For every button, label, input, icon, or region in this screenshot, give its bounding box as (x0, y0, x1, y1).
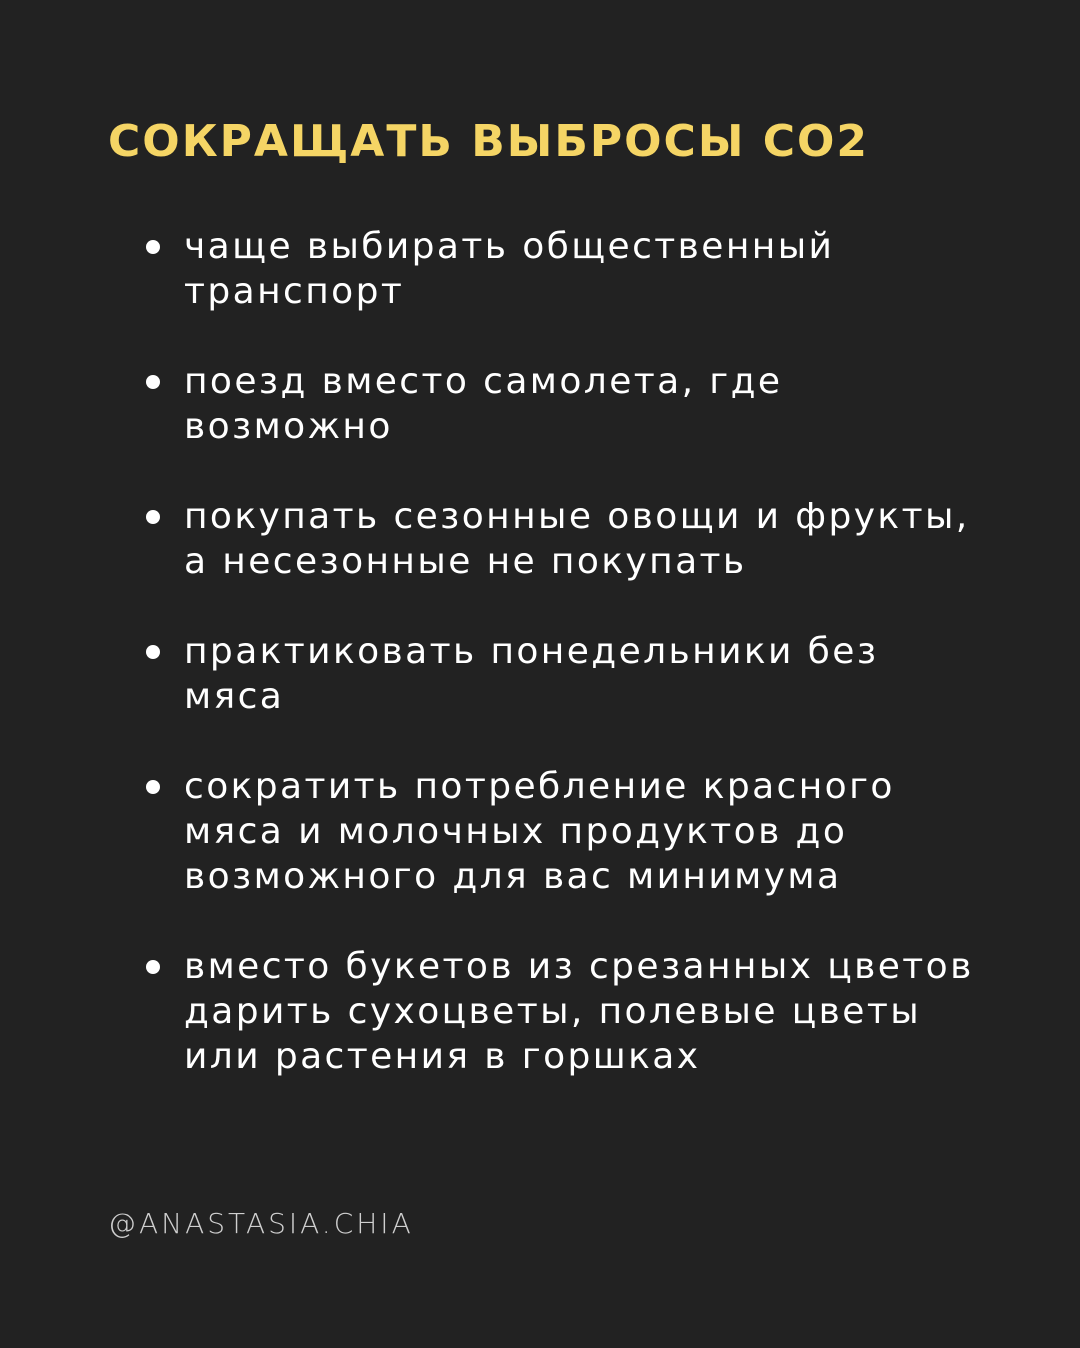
list-item (142, 224, 982, 314)
author-handle: @ANASTASIA.CHIA (108, 1207, 414, 1240)
bullet-icon (146, 960, 160, 974)
list-item-text: практиковать понедельники без мяса (184, 631, 879, 717)
list-item-text: покупать сезонные овощи и фрукты, а несезонные не покупать (184, 496, 970, 582)
bullet-icon (146, 375, 160, 389)
bullet-icon (146, 780, 160, 794)
list-item-text: вместо букетов из срезанных цветов дарить сухоцветы, полевые цветы или растения в горшках (184, 946, 974, 1077)
list-item (142, 944, 982, 1079)
list-item (142, 494, 982, 584)
bullet-icon (146, 510, 160, 524)
list-item (142, 629, 982, 719)
list-item (142, 359, 982, 449)
list-item-text: сократить потребление красного мяса и молочных продуктов до возможного для вас минимума (184, 766, 895, 897)
bullet-icon (146, 240, 160, 254)
page-title: СОКРАЩАТЬ ВЫБРОСЫ СО2 (108, 116, 870, 167)
list-item (142, 764, 982, 899)
bullet-icon (146, 645, 160, 659)
tips-list (142, 224, 982, 1079)
list-item-text: поезд вместо самолета, где возможно (184, 361, 783, 447)
list-item-text: чаще выбирать общественный транспорт (184, 226, 835, 312)
